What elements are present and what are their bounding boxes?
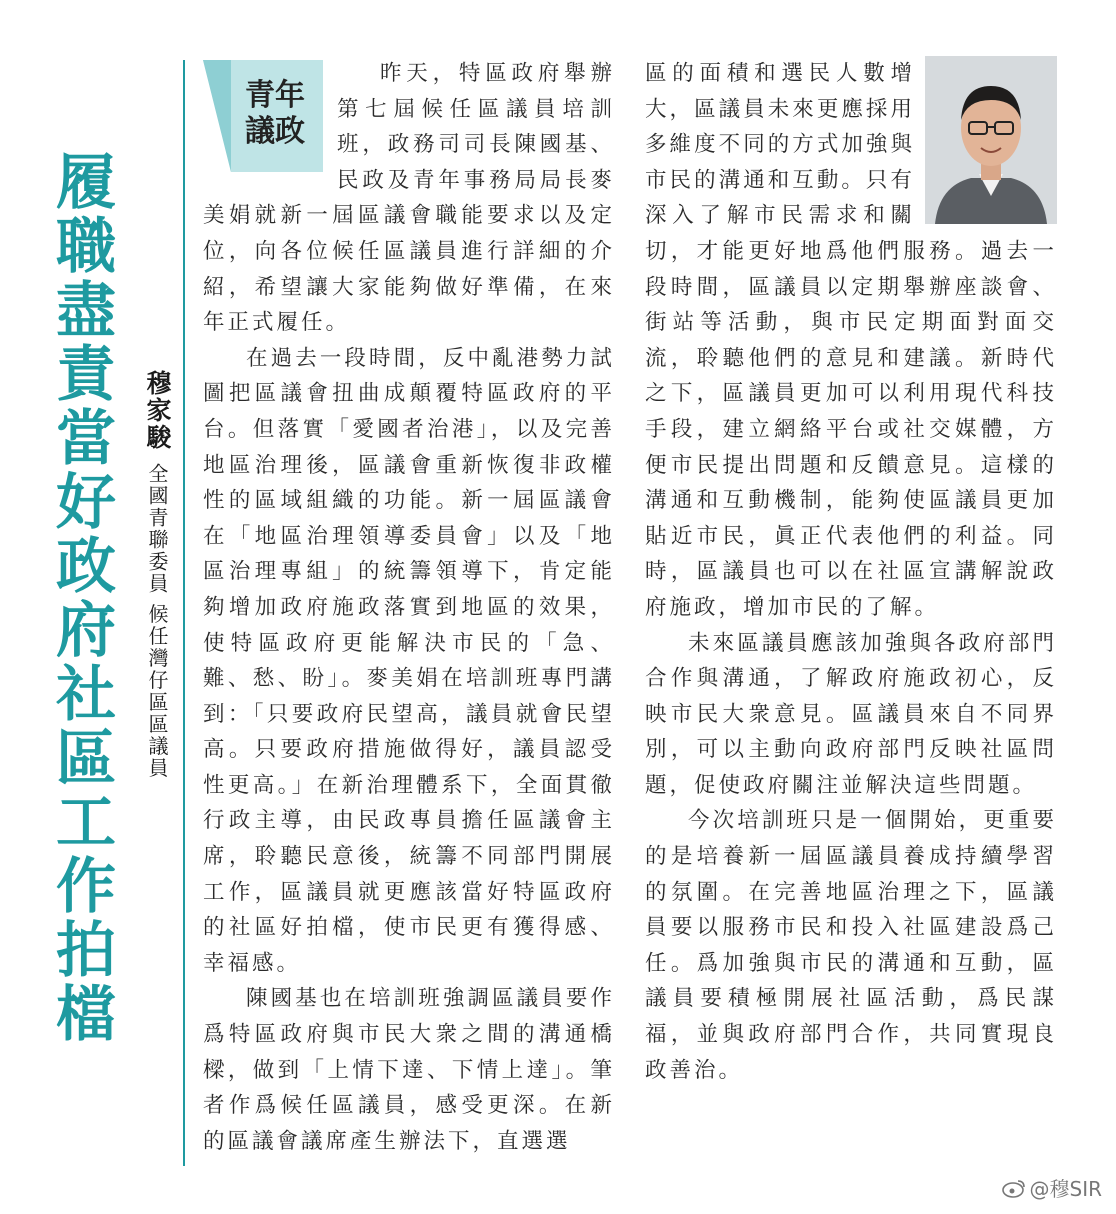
author-name: 穆家駿: [143, 370, 172, 451]
column-tag: [203, 60, 323, 172]
weibo-watermark: [1002, 1173, 1103, 1202]
watermark-text: @穆SIR: [1029, 1177, 1102, 1201]
headline: 履職盡責當好政府社區工作拍檔: [46, 150, 116, 1046]
paragraph-2: 在過去一段時間，反中亂港勢力試圖把區議會扭曲成顛覆特區政府的平台。但落實「愛國者治港」，以及完善地區治理後，區議會重新恢復非政權性的區域組織的功能。新一屆區議會在「地區治理領導委員會」以及「地區治理專組」的統籌領導下，肯定能夠增加政府施政落實到地區的效果，使特區政府更能解決市民的「急、難、愁、盼」。麥美娟在培訓班專門講到：「只要政府民望高，議員就會民望高。只要政府措施做得好，議員認受性更高。」在新治理體系下，全面貫徹行政主導，由民政專員擔任區議會主席，聆聽民意後，統籌不同部門開展工作，區議員就更應該當好特區政府的社區好拍檔，使市民更有獲得感、幸福感。: [203, 345, 615, 976]
paragraph-3: 陳國基也在培訓班強調區議員要作爲特區政府與市民大衆之間的溝通橋樑，做到「上情下達、下情上達」。筆者作爲候任區議員，感受更深。在新的區議會議席產生辦法下，直選選: [203, 986, 615, 1154]
column-divider: [183, 60, 185, 1166]
column-tag-text: 青年 議政: [245, 78, 305, 149]
paragraph-1: 昨天，特區政府舉辦第七屆候任區議員培訓班，政務司司長陳國基、民政及青年事務局局長麥美娟就新一屆區議會職能要求以及定位，向各位候任區議員進行詳細的介紹，希望讓大家能夠做好準備，在來年正式履任。: [203, 61, 615, 336]
author-title: 全國青聯委員 候任灣仔區區議員: [145, 463, 169, 780]
paragraph-4: 未來區議員應該加強與各政府部門合作與溝通，了解政府施政初心，反映市民大衆意見。區議員來自不同界別，可以主動向政府部門反映社區問題，促使政府關注並解決這些問題。: [645, 630, 1057, 798]
paragraph-3-continued: 區的面積和選民人數增大，區議員未來更應採用多維度不同的方式加強與市民的溝通和互動。只有深入了解市民需求和關切，才能更好地爲他們服務。過去一段時間，區議員以定期舉辦座談會、街站等活動，與市民定期面對面交流，聆聽他們的意見和建議。新時代之下，區議員更加可以利用現代科技手段，建立網絡平台或社交媒體，方便市民提出問題和反饋意見。這樣的溝通和互動機制，能夠使區議員更加貼近市民，眞正代表他們的利益。同時，區議員也可以在社區宣講解說政府施政，增加市民的了解。: [645, 61, 1057, 620]
author-portrait-icon: [925, 56, 1057, 224]
article-column-2: [645, 56, 1057, 1088]
author-photo: [925, 56, 1057, 224]
article-column-1: [203, 56, 615, 1159]
weibo-icon: [1002, 1178, 1026, 1198]
author-byline: [135, 370, 175, 850]
paragraph-5: 今次培訓班只是一個開始，更重要的是培養新一屆區議員養成持續學習的氛圍。在完善地區治理之下，區議員要以服務市民和投入社區建設爲己任。爲加強與市民的溝通和互動，區議員要積極開展社區活動，爲民謀福，並與政府部門合作，共同實現良政善治。: [645, 808, 1057, 1083]
